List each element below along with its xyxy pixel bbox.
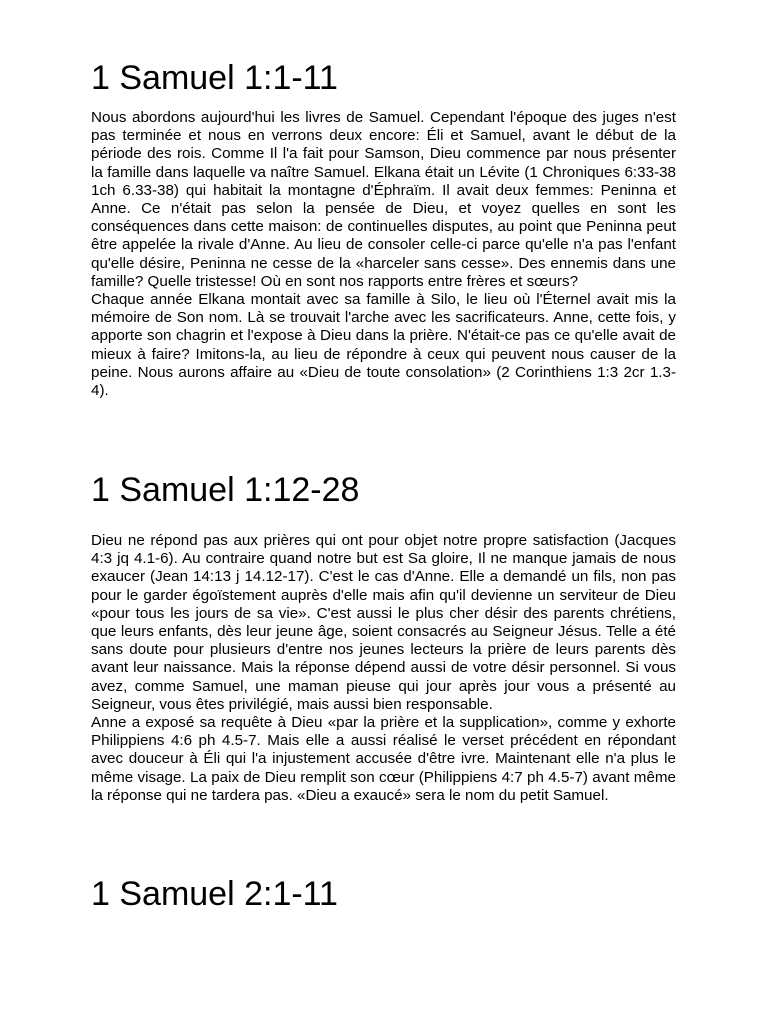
section-2-paragraph-2: Anne a exposé sa requête à Dieu «par la prière et la supplication», comme y exhorte Philippiens 4:6 ph 4.5-7. Mais elle a aussi réalisé le verset précédent en répondant avec douceur à Éli qui l'a injustement accusée d'être ivre. Maintenant elle n'a plus le même visage. La paix de Dieu remplit son cœur (Philippiens 4:7 ph 4.5-7) avant même la réponse qui ne tardera pas. «Dieu a exaucé» sera le nom du petit Samuel.	[91, 714, 676, 804]
section-heading-1: 1 Samuel 1:1-11	[91, 59, 338, 97]
section-1-paragraph-1: Nous abordons aujourd'hui les livres de Samuel. Cependant l'époque des juges n'est pas terminée et nous en verrons deux encore: Éli et Samuel, avant le début de la période des rois. Comme Il l'a fait pour Samson, Dieu commence par nous présenter la famille dans laquelle va naître Samuel. Elkana était un Lévite (1 Chroniques 6:33-38 1ch 6.33-38) qui habitait la montagne d'Éphraïm. Il avait deux femmes: Peninna et Anne. Ce n'était pas selon la pensée de Dieu, et voyez quelles en sont les conséquences dans cette maison: de continuelles disputes, au point que Peninna peut être appelée la rivale d'Anne. Au lieu de consoler celle-ci parce qu'elle n'a pas l'enfant qu'elle désire, Peninna ne cesse de la «harceler sans cesse». Des ennemis dans une famille? Quelle tristesse! Où en sont nos rapports entre frères et sœurs?	[91, 109, 676, 290]
section-heading-3: 1 Samuel 2:1-11	[91, 875, 338, 913]
section-2-paragraph-1: Dieu ne répond pas aux prières qui ont pour objet notre propre satisfaction (Jacques 4:3 jq 4.1-6). Au contraire quand notre but est Sa gloire, Il ne manque jamais de nous exaucer (Jean 14:13 j 14.12-17). C'est le cas d'Anne. Elle a demandé un fils, non pas pour le garder égoïstement auprès d'elle mais afin qu'il devienne un serviteur de Dieu «pour tous les jours de sa vie». C'est aussi le plus cher désir des parents chrétiens, que leurs enfants, dès leur jeune âge, soient consacrés au Seigneur Jésus. Telle a été sans doute pour plusieurs d'entre nos jeunes lecteurs la prière de leurs parents dès avant leur naissance. Mais la réponse dépend aussi de votre désir personnel. Si vous avez, comme Samuel, une maman pieuse qui jour après jour vous a présenté au Seigneur, vous êtes privilégié, mais aussi bien responsable.	[91, 532, 676, 713]
section-1-paragraph-2: Chaque année Elkana montait avec sa famille à Silo, le lieu où l'Éternel avait mis la mémoire de Son nom. Là se trouvait l'arche avec les sacrificateurs. Anne, cette fois, y apporte son chagrin et l'expose à Dieu dans la prière. N'était-ce pas ce qu'elle avait de mieux à faire? Imitons-la, au lieu de répondre à ceux qui peuvent nous causer de la peine. Nous aurons affaire au «Dieu de toute consolation» (2 Corinthiens 1:3 2cr 1.3-4).	[91, 291, 676, 400]
section-heading-2: 1 Samuel 1:12-28	[91, 471, 360, 509]
section-body-2	[91, 532, 676, 805]
section-body-1	[91, 109, 676, 400]
